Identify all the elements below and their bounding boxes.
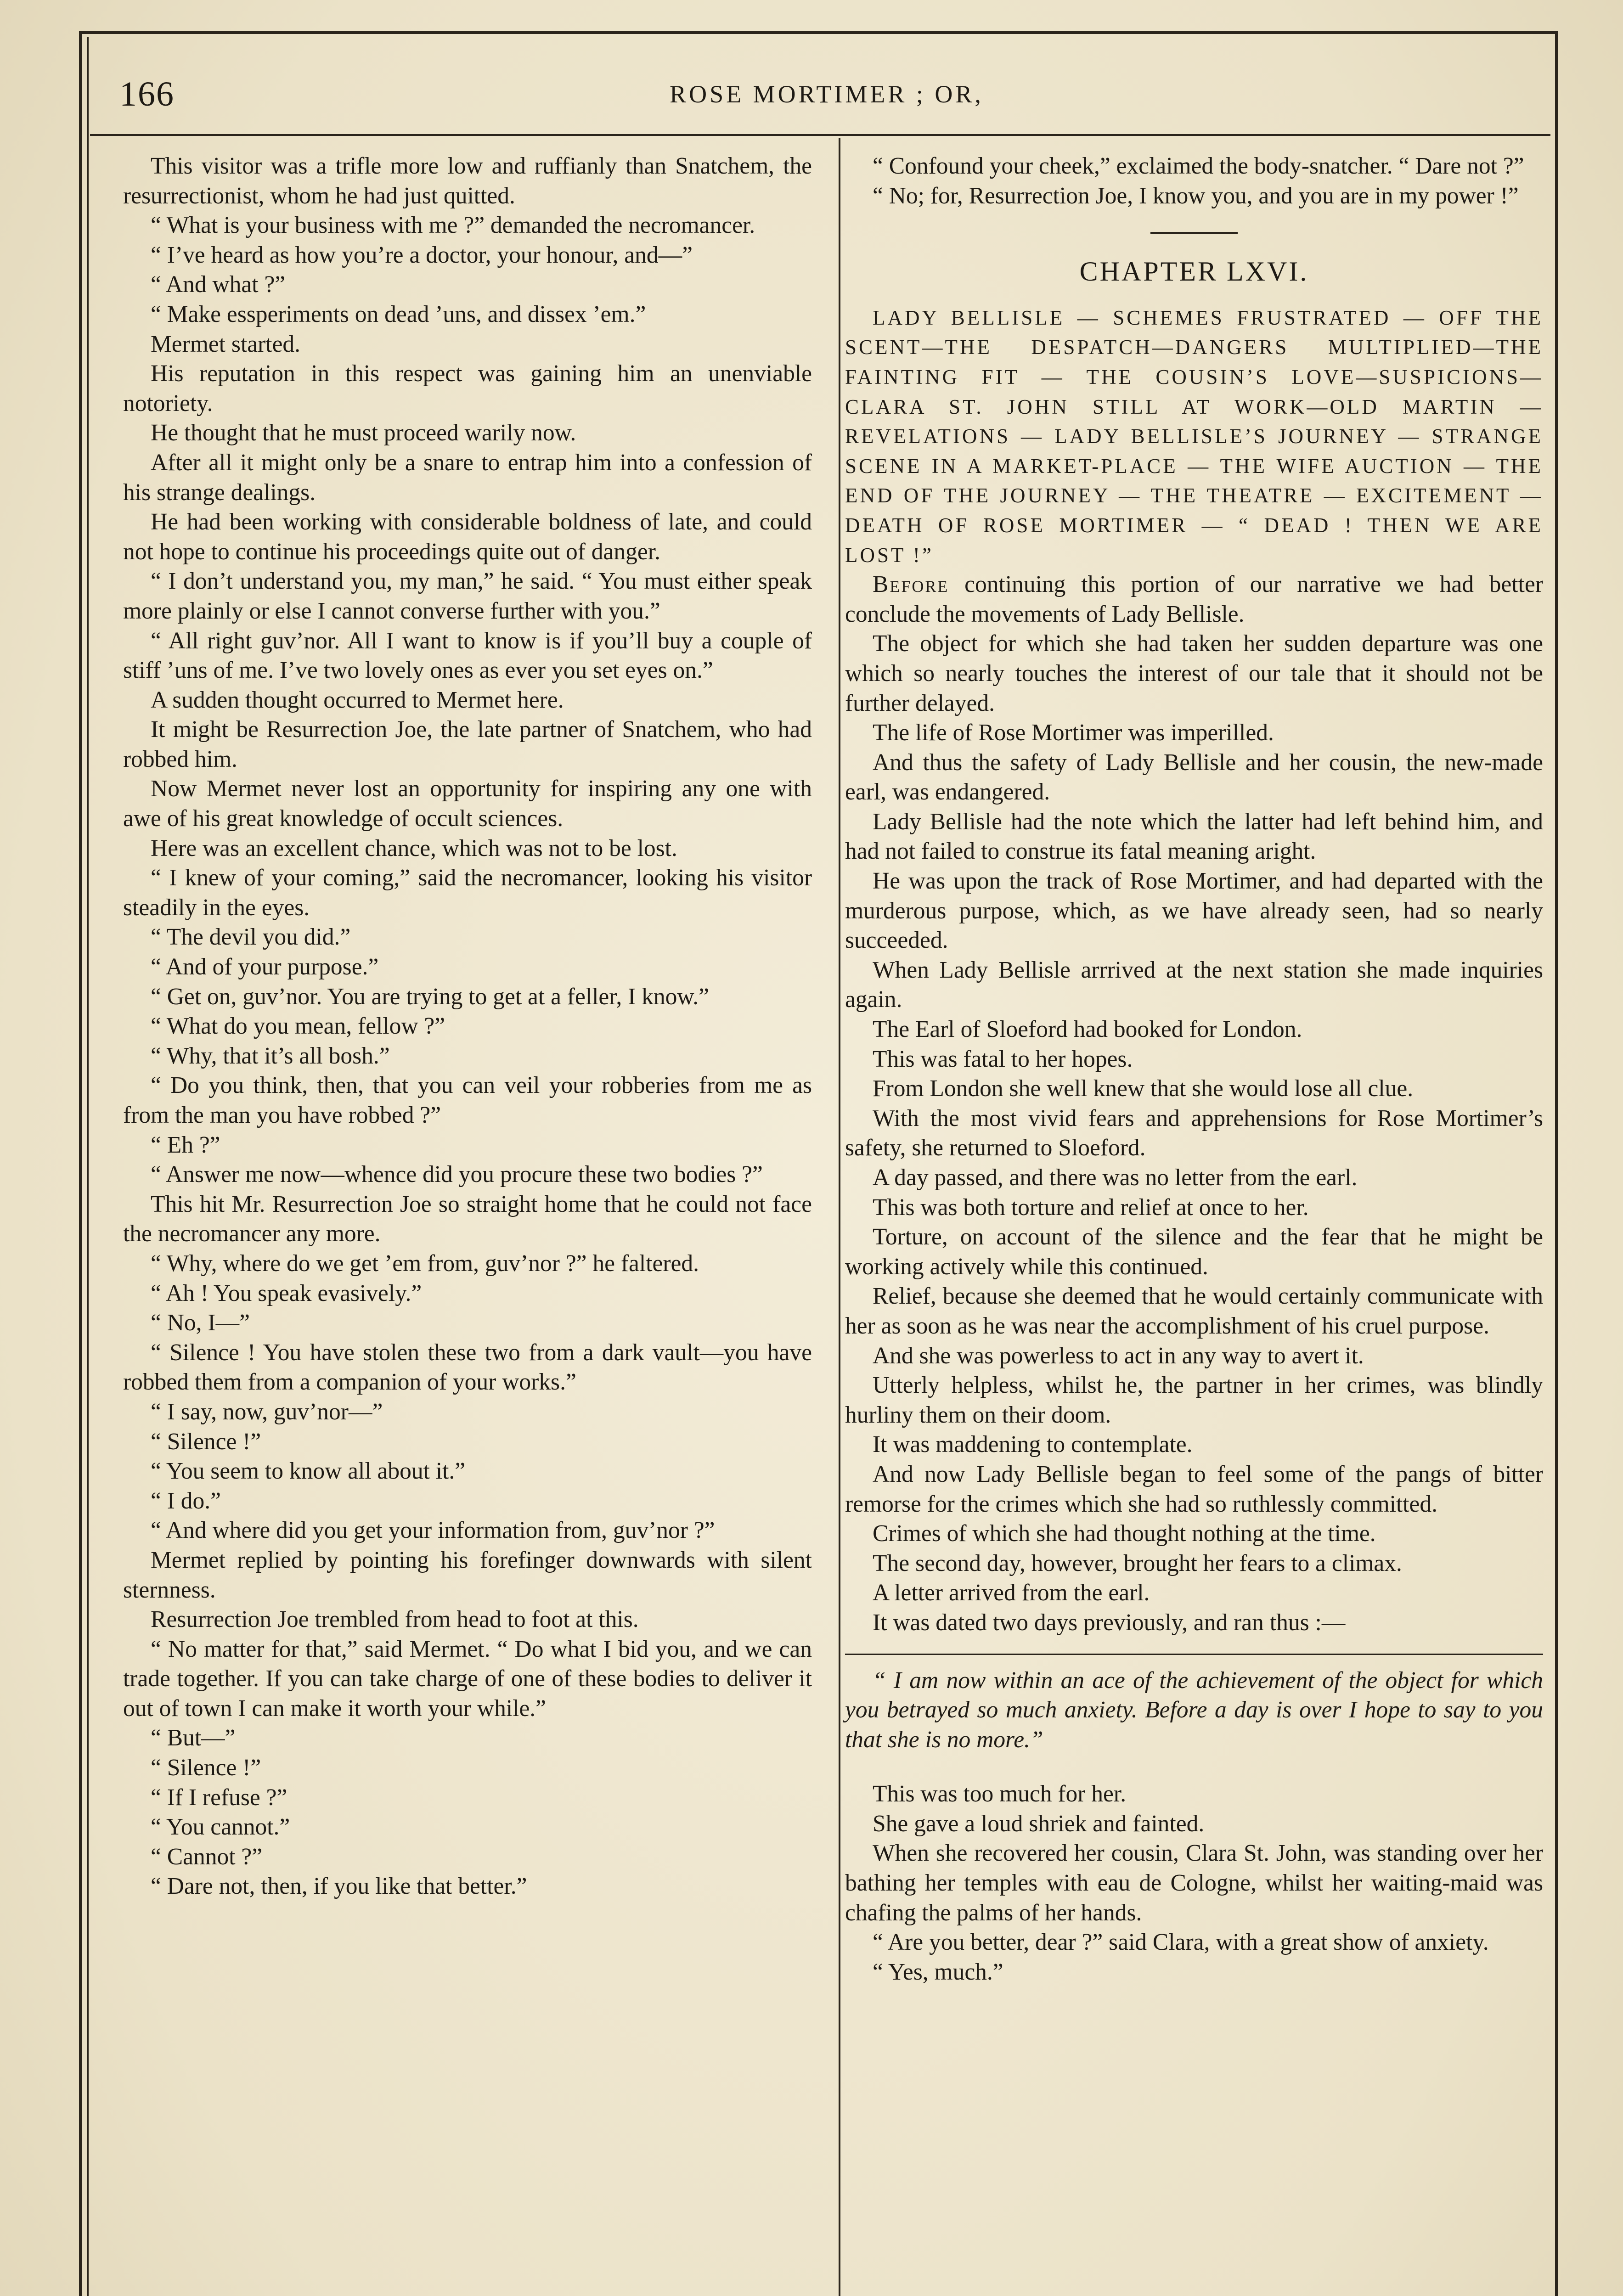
paragraph: “ You seem to know all about it.” [151, 1458, 466, 1485]
paragraph: “ Dare not, then, if you like that better.” [151, 1873, 527, 1900]
chapter-first-paragraph-text: continuing this portion of our narrative we had better conclude the movements of Lady Bellisle. [845, 571, 1543, 627]
paragraph: Resurrection Joe trembled from head to foot at this. [151, 1606, 639, 1633]
paragraph: And thus the safety of Lady Bellisle and her cousin, the new-made earl, was endangered. [845, 749, 1543, 805]
paragraph: “ And what ?” [151, 271, 286, 298]
header-rule [90, 134, 1550, 136]
paragraph: “ No, I—” [151, 1310, 250, 1336]
paragraph: Now Mermet never lost an opportunity for inspiring any one with awe of his great knowledge of occult sciences. [123, 776, 812, 832]
paragraph: The life of Rose Mortimer was imperilled. [873, 720, 1274, 746]
chapter-rule [1150, 232, 1238, 234]
paragraph: He thought that he must proceed warily now. [151, 420, 576, 446]
paragraph: “ I do.” [151, 1487, 221, 1514]
paragraph: “ I say, now, guv’nor—” [151, 1398, 383, 1425]
paragraph: “ What is your business with me ?” demanded the necromancer. [151, 212, 755, 239]
paragraph: “ Are you better, dear ?” said Clara, with a great show of anxiety. [873, 1929, 1489, 1956]
paragraph: This was fatal to her hopes. [873, 1046, 1133, 1072]
paragraph: “ Answer me now—whence did you procure these two bodies ?” [151, 1161, 763, 1188]
paragraph: He was upon the track of Rose Mortimer, and had departed with the murderous purpose, which, as we have already seen, had so nearly succeeded. [845, 868, 1543, 954]
paragraph: “ I’ve heard as how you’re a doctor, your honour, and—” [151, 242, 693, 268]
paragraph: And she was powerless to act in any way to avert it. [873, 1342, 1364, 1369]
paragraph: His reputation in this respect was gaining him an unenviable notoriety. [123, 360, 812, 416]
paragraph: “ And where did you get your information from, guv’nor ?” [151, 1517, 715, 1544]
paragraph: “ Silence ! You have stolen these two from a dark vault—you have robbed them from a companion of your works.” [123, 1339, 812, 1396]
right-column [845, 152, 1543, 1987]
letter-rule-top [845, 1654, 1543, 1655]
paragraph: After all it might only be a snare to entrap him into a confession of his strange dealings. [123, 449, 812, 506]
running-title: ROSE MORTIMER ; OR, [670, 80, 984, 108]
chapter-first-paragraph [845, 570, 1543, 629]
paragraph: It was dated two days previously, and ran thus :— [873, 1609, 1346, 1636]
chapter-synopsis: LADY BELLISLE — SCHEMES FRUSTRATED — OFF THE SCENT—THE DESPATCH—DANGERS MULTIPLIED—THE FAINTING FIT — THE COUSIN’S LOVE—SUSPICIONS—CLARA ST. JOHN STILL AT WORK—OLD MARTIN — REVELATIONS — LADY BELLISLE’S JOURNEY — STRANGE SCENE IN A MARKET-PLACE — THE WIFE AUCTION — THE END OF THE JOURNEY — THE THEATRE — EXCITEMENT — DEATH OF ROSE MORTIMER — “ DEAD ! THEN WE ARE LOST !” [845, 306, 1543, 567]
paragraph: When she recovered her cousin, Clara St. John, was standing over her bathing her temples with eau de Cologne, whilst her waiting-maid was chafing the palms of her hands. [845, 1840, 1543, 1926]
paragraph: It was maddening to contemplate. [873, 1431, 1193, 1458]
paragraph: From London she well knew that she would lose all clue. [873, 1075, 1414, 1102]
paragraph: Torture, on account of the silence and the fear that he might be working actively while this continued. [845, 1224, 1543, 1280]
page-number: 166 [119, 75, 175, 113]
paragraph: Lady Bellisle had the note which the latter had left behind him, and had not failed to construe its fatal meaning aright. [845, 808, 1543, 865]
paragraph: Crimes of which she had thought nothing at the time. [873, 1520, 1376, 1547]
paragraph: “ I don’t understand you, my man,” he said. “ You must either speak more plainly or else I cannot converse further with you.” [123, 568, 812, 624]
paragraph: “ What do you mean, fellow ?” [151, 1013, 445, 1040]
right-column-narrative [845, 629, 1543, 1638]
paragraph: A letter arrived from the earl. [873, 1580, 1150, 1606]
paragraph: “ Eh ?” [151, 1131, 220, 1158]
paragraph: “ Silence !” [151, 1755, 261, 1781]
paragraph: “ Why, that it’s all bosh.” [151, 1042, 390, 1069]
paragraph: “ And of your purpose.” [151, 954, 379, 980]
paragraph: This was too much for her. [873, 1781, 1127, 1807]
paragraph: With the most vivid fears and apprehensions for Rose Mortimer’s safety, she returned to Sloeford. [845, 1105, 1543, 1161]
paragraph: The Earl of Sloeford had booked for London. [873, 1016, 1302, 1043]
quoted-letter: “ I am now within an ace of the achievement of the object for which you betrayed so much anxiety. Before a day is over I hope to say to you that she is no more.” [845, 1667, 1543, 1753]
paragraph: A day passed, and there was no letter from the earl. [873, 1165, 1358, 1191]
paragraph: “ Do you think, then, that you can veil your robberies from me as from the man you have robbed ?” [123, 1072, 812, 1128]
paragraph: “ No matter for that,” said Mermet. “ Do what I bid you, and we can trade together. If you can take charge of one of these bodies to deliver it out of town I can make it worth your while.” [123, 1636, 812, 1722]
paragraph: “ Silence !” [151, 1428, 261, 1455]
paragraph: Mermet started. [151, 331, 301, 357]
paragraph: “ You cannot.” [151, 1814, 290, 1840]
page-border-inner-left [87, 37, 89, 2296]
paragraph: When Lady Bellisle arrrived at the next station she made inquiries again. [845, 957, 1543, 1013]
paragraph: “ Why, where do we get ’em from, guv’nor ?” he faltered. [151, 1250, 699, 1277]
paragraph: Utterly helpless, whilst he, the partner in her crimes, was blindly hurliny them on their doom. [845, 1372, 1543, 1428]
paragraph: “ The devil you did.” [151, 924, 351, 951]
paragraph: Relief, because she deemed that he would certainly communicate with her as soon as he was near the accomplishment of his cruel purpose. [845, 1283, 1543, 1339]
right-column-ending [845, 1779, 1543, 1987]
right-column-dialogue [845, 152, 1543, 211]
paragraph: Here was an excellent chance, which was not to be lost. [151, 835, 677, 861]
paragraph: “ All right guv’nor. All I want to know is if you’ll buy a couple of stiff ’uns of me. I’ve two lovely ones as ever you set eyes on.” [123, 627, 812, 684]
paragraph: Mermet replied by pointing his forefinger downwards with silent sternness. [123, 1547, 812, 1603]
chapter-heading: CHAPTER LXVI. [1079, 256, 1309, 287]
paragraph: “ No; for, Resurrection Joe, I know you, and you are in my power !” [873, 182, 1519, 209]
paragraph: This hit Mr. Resurrection Joe so straight home that he could not face the necromancer any more. [123, 1191, 812, 1247]
paragraph: He had been working with considerable boldness of late, and could not hope to continue his proceedings quite out of danger. [123, 509, 812, 565]
paragraph: “ Yes, much.” [873, 1958, 1003, 1985]
paragraph: It might be Resurrection Joe, the late partner of Snatchem, who had robbed him. [123, 716, 812, 772]
paragraph: “ If I refuse ?” [151, 1784, 287, 1811]
paragraph: “ Confound your cheek,” exclaimed the body-snatcher. “ Dare not ?” [873, 153, 1524, 179]
paragraph: She gave a loud shriek and fainted. [873, 1810, 1205, 1837]
page-header [119, 69, 1534, 124]
paragraph: “ Make essperiments on dead ’uns, and dissex ’em.” [151, 301, 646, 327]
paragraph: This visitor was a trifle more low and ruffianly than Snatchem, the resurrectionist, whom he had just quitted. [123, 153, 812, 209]
paragraph: “ But—” [151, 1725, 236, 1751]
paragraph: “ Get on, guv’nor. You are trying to get at a feller, I know.” [151, 983, 709, 1010]
column-rule [839, 138, 840, 2296]
chapter-first-word: Before [873, 571, 949, 598]
left-column [123, 152, 812, 1902]
paragraph: The second day, however, brought her fears to a climax. [873, 1550, 1402, 1576]
paragraph: And now Lady Bellisle began to feel some of the pangs of bitter remorse for the crimes which she had so ruthlessly committed. [845, 1461, 1543, 1517]
paragraph: “ Ah ! You speak evasively.” [151, 1280, 422, 1306]
paragraph: The object for which she had taken her sudden departure was one which so nearly touches the interest of our tale that it should not be further delayed. [845, 630, 1543, 716]
paragraph: A sudden thought occurred to Mermet here. [151, 687, 564, 713]
paragraph: “ I knew of your coming,” said the necromancer, looking his visitor steadily in the eyes. [123, 865, 812, 921]
paragraph: This was both torture and relief at once to her. [873, 1194, 1309, 1221]
paragraph: “ Cannot ?” [151, 1843, 263, 1870]
